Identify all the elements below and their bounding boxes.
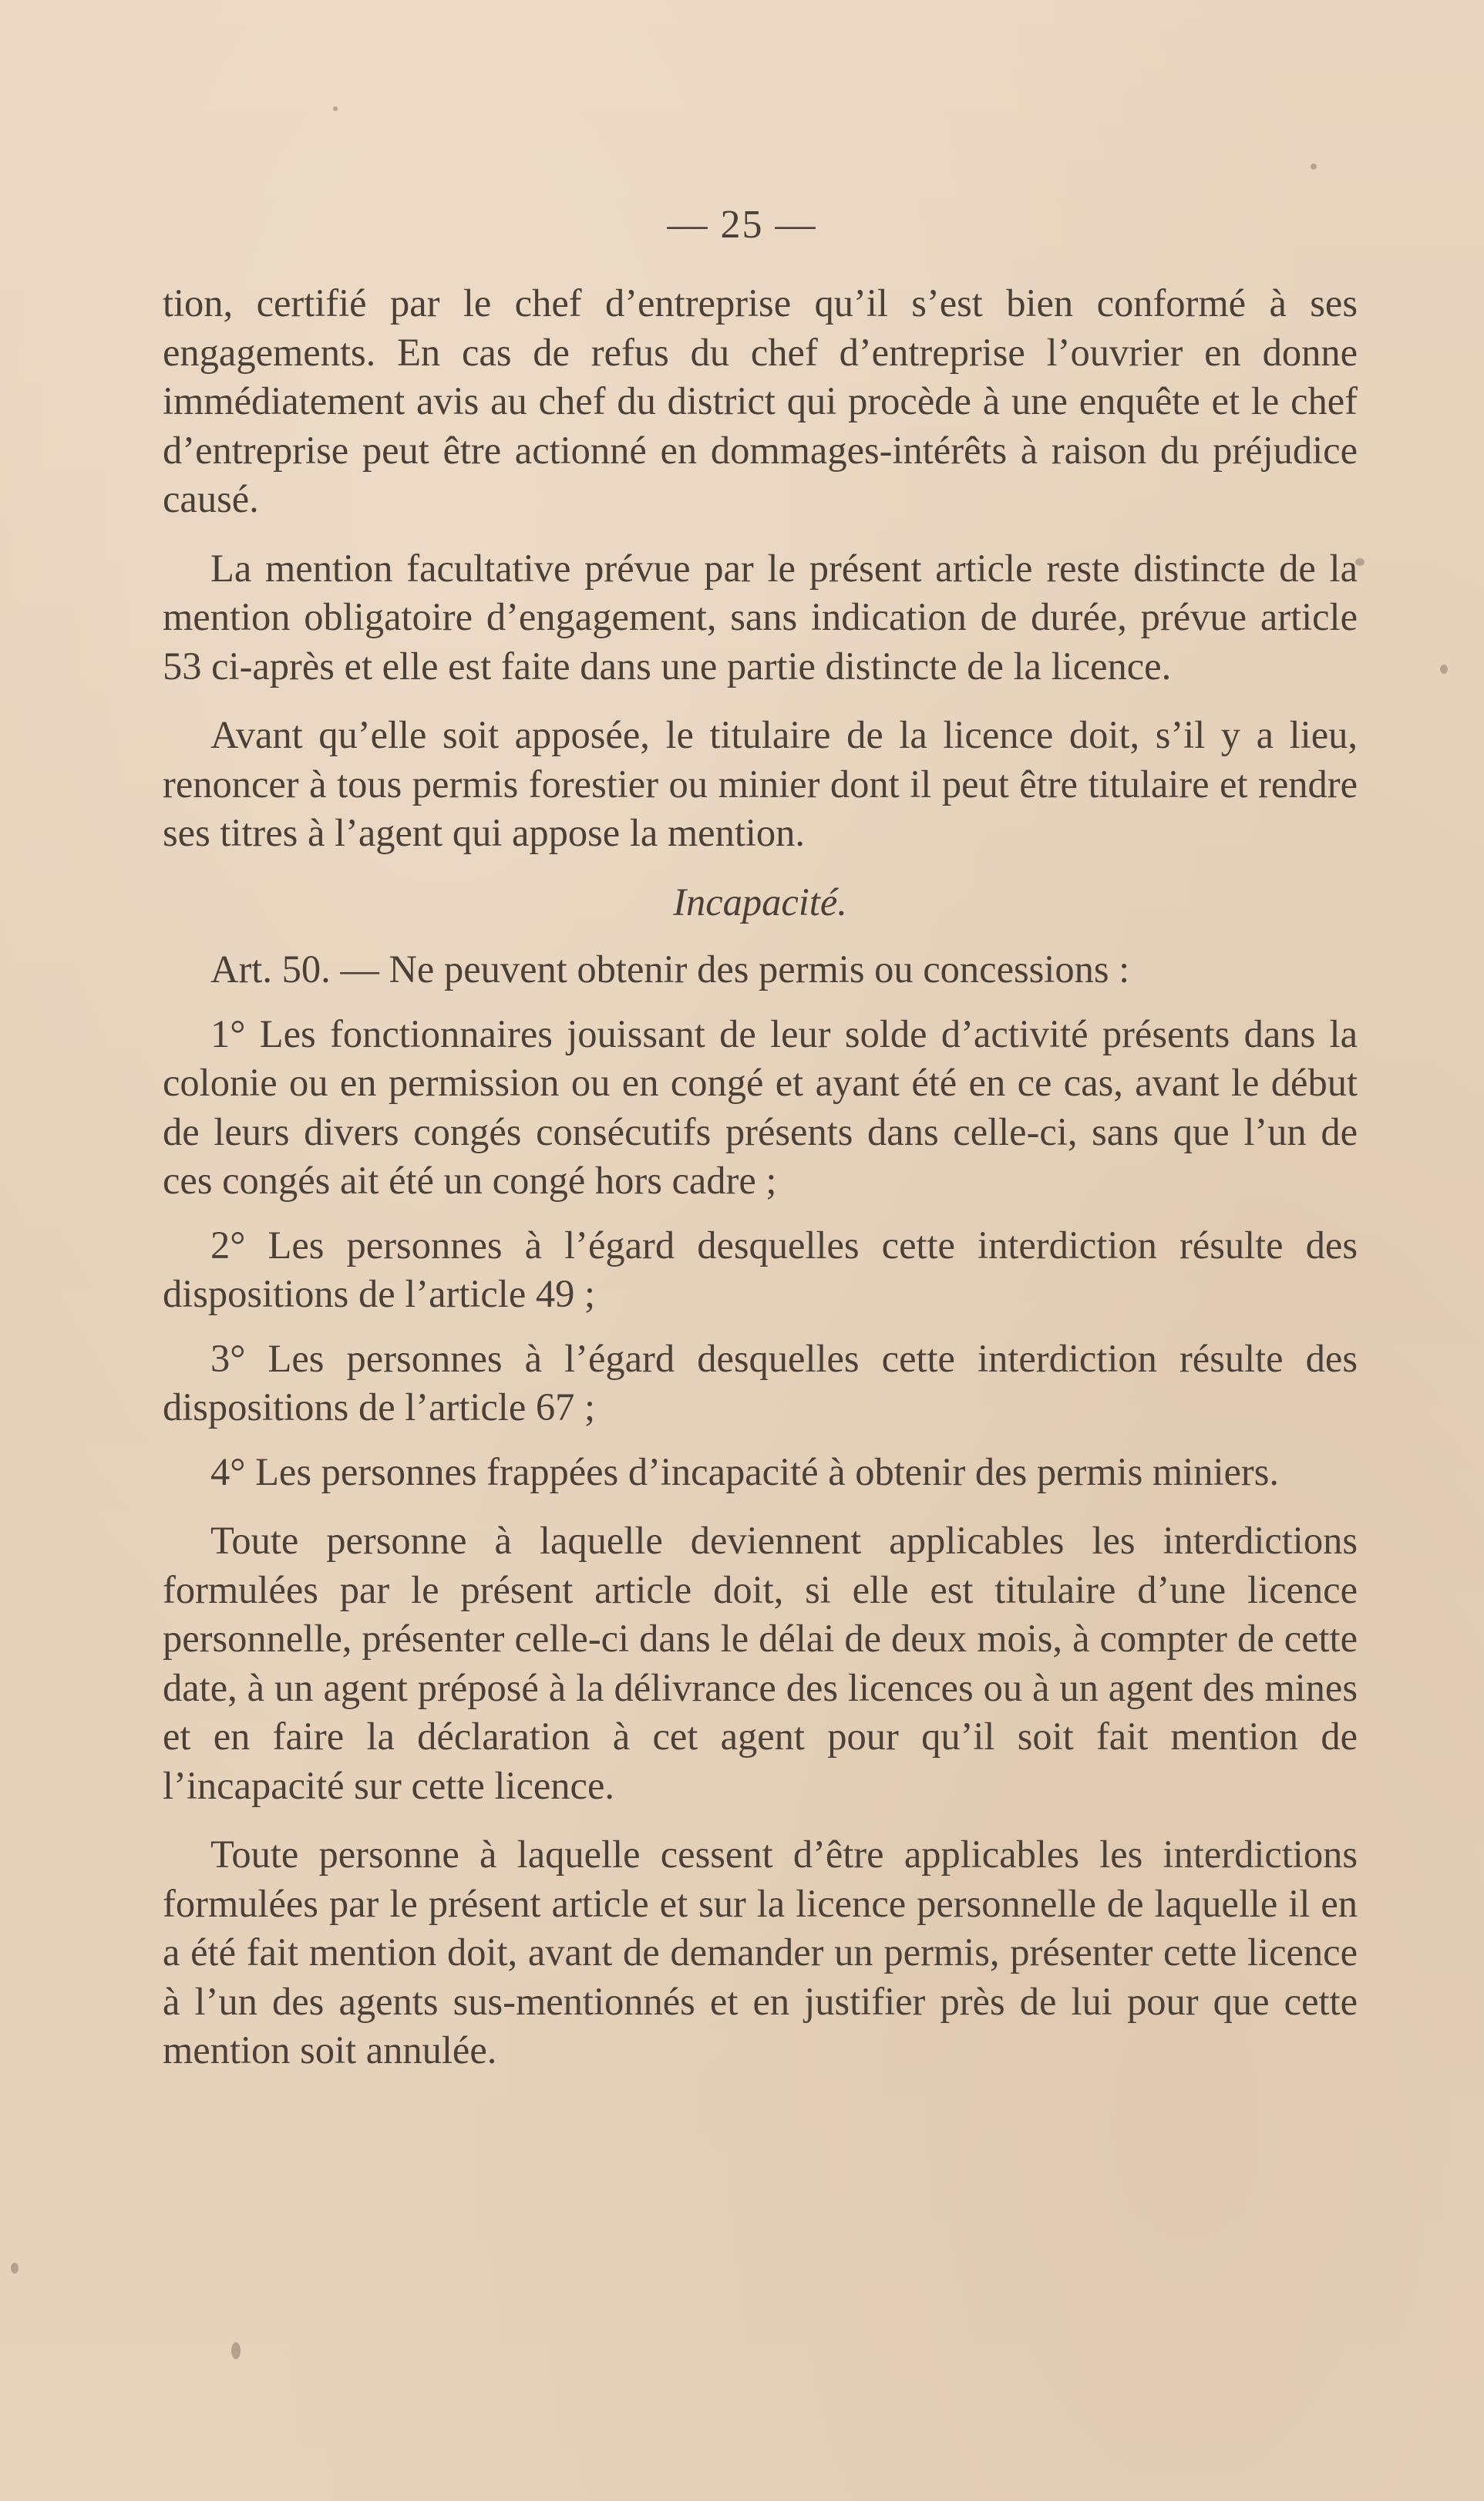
paragraph-continuation: tion, certifié par le chef d’entreprise qu’il s’est bien conformé à ses engagements. En cas de refus du chef d’entreprise l’ouvrier en donne immédiatement avis au chef du district qui procède à une enquête et le chef d’entreprise peut être actionné en dommages-intérêts à raison du préjudice causé. <box>163 281 1358 520</box>
ink-spot <box>1440 665 1448 674</box>
paragraph-cessation: Toute personne à laquelle cessent d’être applicables les interdictions formulées par le présent article et sur la licence personnelle de laquelle il en a été fait mention doit, avant de demander un permis, présenter cette licence à l’un des agents sus-mentionnés et en justifier près de lui pour que cette mention soit annulée. <box>163 1833 1358 2072</box>
body-text <box>163 279 1358 2075</box>
list-item-1: 1° Les fonctionnaires jouissant de leur solde d’activité présents dans la colonie ou en permission ou en congé et ayant été en ce cas, avant le début de leurs divers congés consécutifs présents dans celle-ci, sans que l’un de ces congés ait été un congé hors cadre ; <box>163 1012 1358 1202</box>
list-item-2: 2° Les personnes à l’égard desquelles cette interdiction résulte des dispositions de l’article 49 ; <box>163 1223 1358 1315</box>
ink-spot <box>11 2263 19 2274</box>
list-item-3: 3° Les personnes à l’égard desquelles cette interdiction résulte des dispositions de l’article 67 ; <box>163 1336 1358 1429</box>
article-50: Art. 50. — Ne peuvent obtenir des permis ou concessions : <box>210 948 1130 991</box>
ink-spot <box>1311 163 1317 170</box>
page-number: — 25 — <box>667 203 817 247</box>
paragraph-interdictions: Toute personne à laquelle deviennent applicables les interdictions formulées par le présent article doit, si elle est titulaire d’une licence personnelle, présenter celle-ci dans le délai de deux mois, à compter de cette date, à un agent préposé à la délivrance des licences ou à un agent des mines et en faire la déclaration à cet agent pour qu’il soit fait mention de l’incapacité sur cette licence. <box>163 1519 1358 1807</box>
paragraph-apposition: Avant qu’elle soit apposée, le titulaire de la licence doit, s’il y a lieu, renoncer à tous permis forestier ou minier dont il peut être titulaire et rendre ses titres à l’agent qui appose la mention. <box>163 713 1358 854</box>
ink-spot <box>333 106 338 111</box>
paragraph-mention-facultative: La mention facultative prévue par le présent article reste distincte de la mention obligatoire d’engagement, sans indication de durée, prévue article 53 ci-après et elle est faite dans une partie distincte de la licence. <box>163 546 1358 688</box>
ink-spot <box>231 2342 241 2359</box>
section-heading: Incapacité. <box>673 880 847 924</box>
list-item-4: 4° Les personnes frappées d’incapacité à obtenir des permis miniers. <box>210 1449 1280 1493</box>
